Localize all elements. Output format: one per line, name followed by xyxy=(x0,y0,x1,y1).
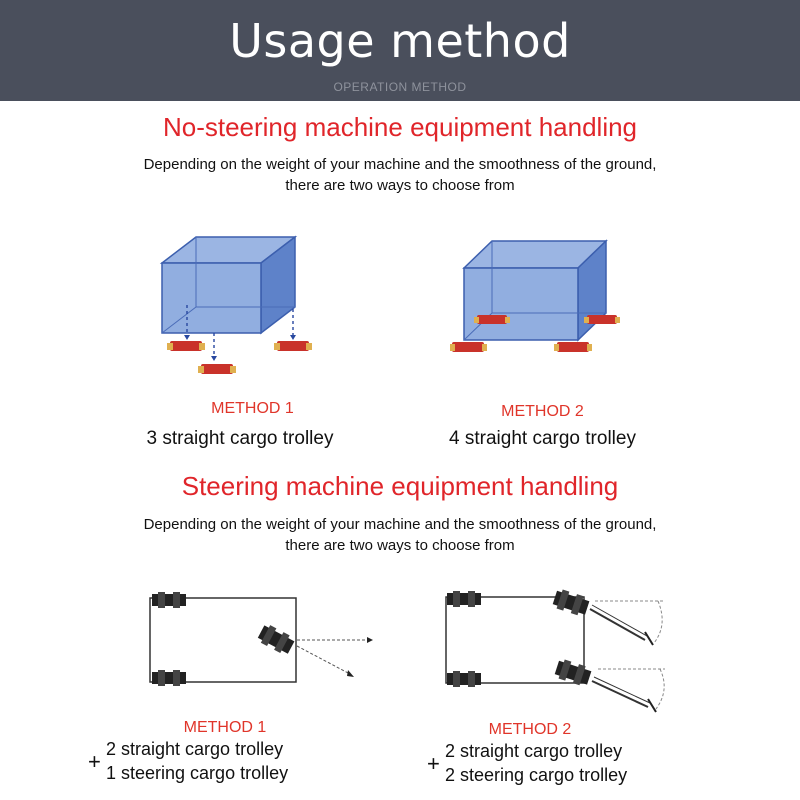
box-three-trolleys-illustration xyxy=(150,225,320,385)
section2-method1-line1: 2 straight cargo trolley xyxy=(106,739,284,759)
box-four-trolleys-illustration xyxy=(450,235,630,365)
trolley-icon xyxy=(450,342,487,352)
steering-two-handles-diagram xyxy=(440,585,670,715)
steering-one-handle-diagram xyxy=(145,590,375,690)
section1-method2-label: METHOD 2 xyxy=(501,403,584,420)
section2-method2-line2: 2 steering cargo trolley xyxy=(445,765,628,785)
section1-desc-line2: there are two ways to choose from xyxy=(285,177,515,194)
section2-desc-line2: there are two ways to choose from xyxy=(285,537,515,554)
page-subtitle: OPERATION METHOD xyxy=(333,80,467,94)
section1-desc-line1: Depending on the weight of your machine and the smoothness of the ground, xyxy=(143,156,657,173)
section2-method2-line1: 2 straight cargo trolley xyxy=(445,741,623,761)
plus-sign: + xyxy=(88,749,101,774)
trolley-icon xyxy=(474,315,510,324)
header-banner xyxy=(0,0,800,101)
page-title: Usage method xyxy=(229,14,571,68)
section1-title: No-steering machine equipment handling xyxy=(162,112,638,142)
section2-method2-label: METHOD 2 xyxy=(488,721,572,738)
plus-sign: + xyxy=(427,751,440,776)
trolley-icon xyxy=(554,342,592,352)
trolley-icon xyxy=(274,341,312,351)
section2-method1-label: METHOD 1 xyxy=(183,719,267,736)
section2-method1-line2: 1 steering cargo trolley xyxy=(106,763,289,783)
trolley-icon xyxy=(584,315,620,324)
trolley-icon xyxy=(167,341,205,351)
section2-title: Steering machine equipment handling xyxy=(181,471,619,501)
section1-method1-label: METHOD 1 xyxy=(211,400,294,417)
trolley-icon xyxy=(198,364,236,374)
section1-method2-text: 4 straight cargo trolley xyxy=(449,428,636,449)
section2-desc-line1: Depending on the weight of your machine and the smoothness of the ground, xyxy=(143,516,657,533)
section1-method1-text: 3 straight cargo trolley xyxy=(146,428,334,449)
